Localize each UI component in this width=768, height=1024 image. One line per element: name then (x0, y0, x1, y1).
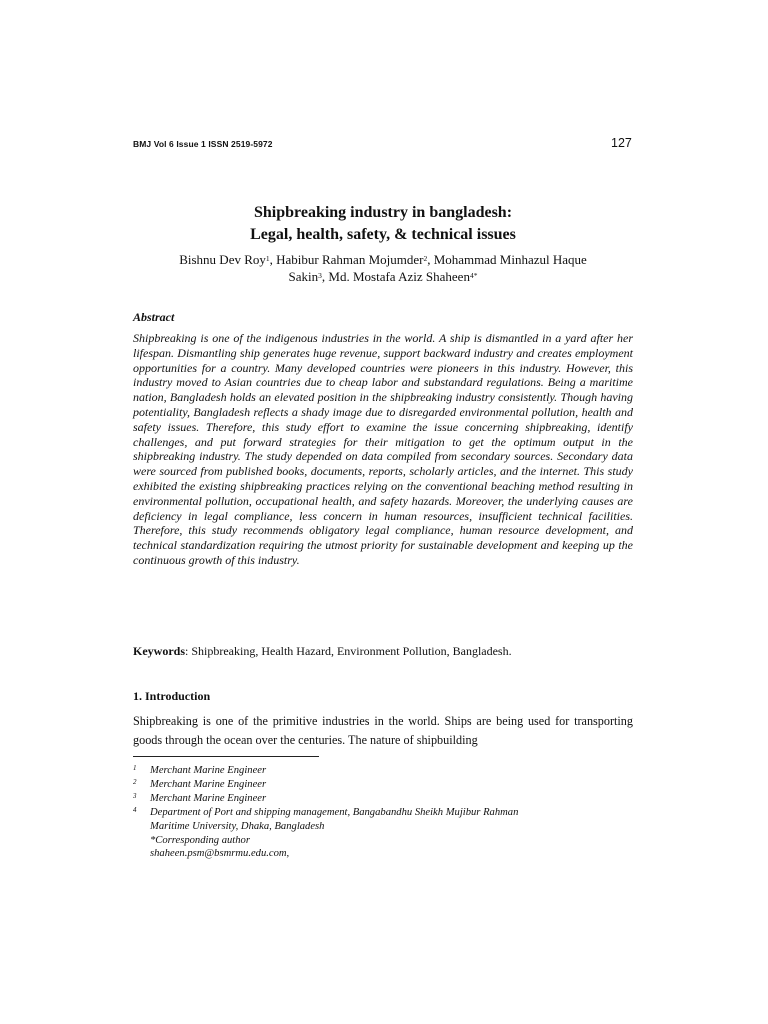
keywords-text: : Shipbreaking, Health Hazard, Environment Pollution, Bangladesh. (185, 644, 512, 658)
corresponding-author-email (133, 847, 633, 861)
introduction-text: Shipbreaking is one of the primitive industries in the world. Ships are being used for transporting goods through the ocean over the centuries. The nature of shipbuilding (133, 714, 633, 747)
author-list-line-1 (133, 251, 633, 268)
footnote-text: Merchant Marine Engineer (150, 792, 267, 804)
author-separator: , (427, 252, 434, 267)
author-affiliation-mark: 2 (423, 254, 428, 263)
author-name: Habibur Rahman Mojumder (276, 252, 424, 267)
footnote-mark: 2 (133, 777, 137, 786)
author-name: Md. Mostafa Aziz Shaheen (328, 269, 470, 284)
abstract-heading: Abstract (133, 310, 175, 324)
keywords-line (133, 643, 633, 659)
abstract-text: Shipbreaking is one of the indigenous industries in the world. A ship is dismantled in a yard after her lifespan. Dismantling ship generates huge revenue, support backward industry and creates employment opportunities for a country. Many developed countries were pioneers in this industry. However, this industry moved to Asian countries due to cheap labor and substandard regulations. Being a maritime nation, Bangladesh holds an elevated position in the shipbreaking industry consistently. Though having potentiality, Bangladesh reflects a shady image due to disregarded environmental pollution, health and safety issues. Therefore, this study effort to examine the issue concerning shipbreaking, identify challenges, and put forward strategies for their mitigation to get the optimum output in the shipbreaking industry. The study depended on data compiled from secondary sources. Secondary data were sourced from published books, documents, reports, scholarly articles, and the internet. This study exhibited the existing shipbreaking practices relying on the conventional beaching method resulting in environmental pollution, occupational health, and safety hazards. Moreover, the underlying causes are deficiency in legal compliance, less concern in human resources, insufficient technical facilities. Therefore, this study recommends obligatory legal compliance, human resource development, and technical standardization requiring the utmost priority for sustainable development and keeping up the continuous growth of this industry. (133, 331, 633, 567)
journal-running-head: BMJ Vol 6 Issue 1 ISSN 2519-5972 (133, 139, 273, 149)
keywords-label: Keywords (133, 644, 185, 658)
author-name-part: Mohammad Minhazul Haque (433, 252, 587, 267)
author-list-line-2 (133, 268, 633, 285)
author-affiliation-mark: 4* (469, 271, 478, 280)
footnote-continuation (133, 820, 633, 834)
author-name: Bishnu Dev Roy (179, 252, 266, 267)
paper-title-line-2: Legal, health, safety, & technical issues (250, 226, 516, 243)
footnote-text: shaheen.psm@bsmrmu.edu.com, (150, 848, 290, 860)
paper-title-line-1: Shipbreaking industry in bangladesh: (253, 204, 513, 221)
footnotes (133, 764, 633, 861)
author-affiliation-mark: 3 (318, 271, 322, 280)
footnote (133, 806, 633, 820)
footnote-text: Maritime University, Dhaka, Bangladesh (150, 820, 325, 832)
footnote-mark: 4 (133, 805, 137, 814)
footnote-text: Merchant Marine Engineer (150, 765, 267, 776)
author-name-part: Sakin (288, 269, 319, 284)
footnote-mark: 1 (133, 764, 137, 772)
footnote-text: Merchant Marine Engineer (150, 778, 267, 790)
footnote-mark: 3 (133, 791, 137, 800)
footnote (133, 764, 633, 778)
footnote-divider (133, 756, 319, 757)
introduction-heading: 1. Introduction (133, 689, 211, 703)
footnote (133, 778, 633, 792)
footnote-text: Department of Port and shipping management, Bangabandhu Sheikh Mujibur Rahman (150, 806, 519, 818)
footnote-text: *Corresponding author (150, 834, 250, 846)
author-separator: , (269, 252, 277, 267)
footnote (133, 792, 633, 806)
author-affiliation-mark: 1 (265, 254, 270, 263)
corresponding-author-note (133, 834, 633, 848)
page-number: 127 (611, 136, 632, 150)
author-separator: , (321, 269, 329, 284)
